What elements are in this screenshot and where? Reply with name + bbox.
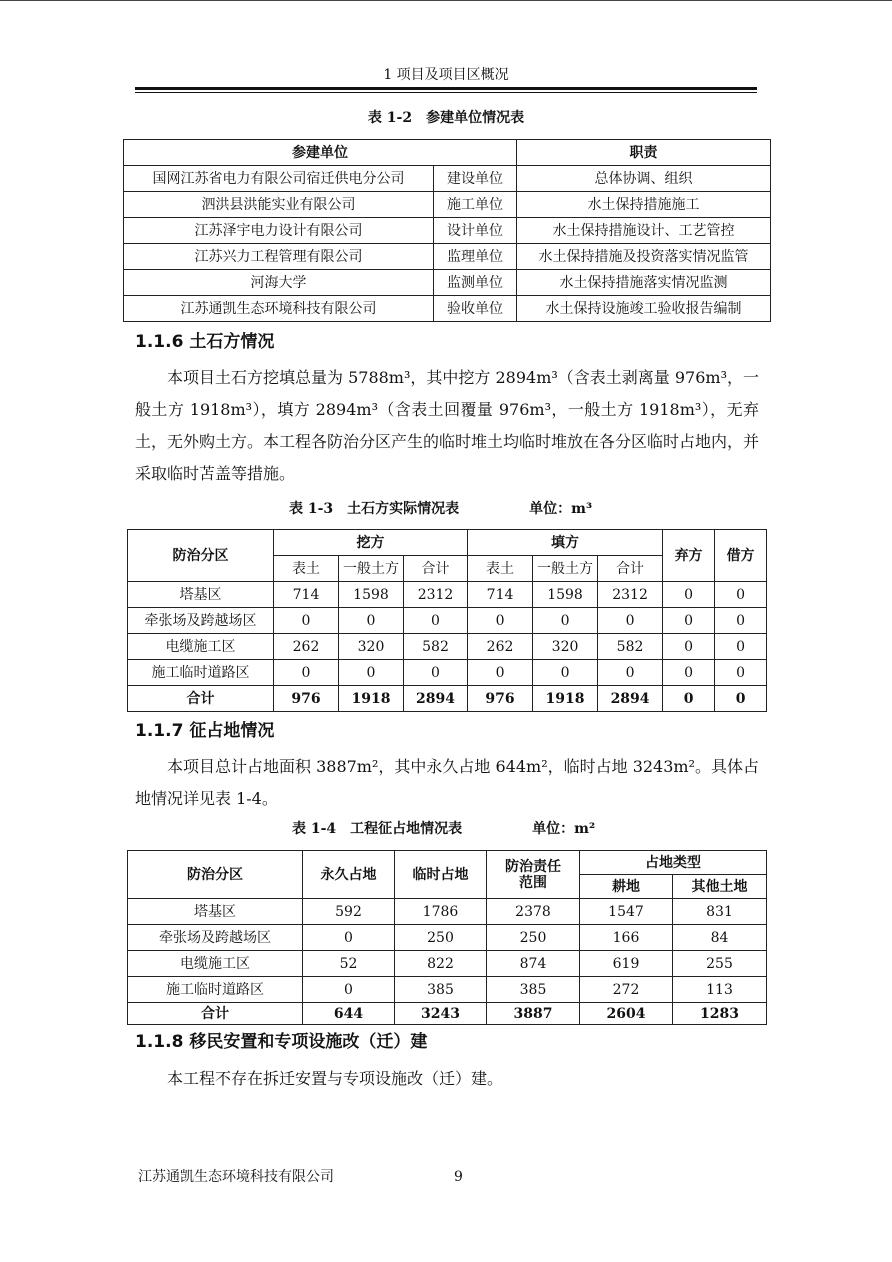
cell: 0 (663, 686, 715, 712)
table-1-4 (127, 850, 767, 1025)
cell: 电缆施工区 (128, 634, 274, 660)
table-1-3 (127, 529, 767, 712)
cell: 塔基区 (128, 899, 303, 925)
paragraph-text: 本工程不存在拆迁安置与专项设施改（迁）建。 (167, 1069, 504, 1088)
cell: 合计 (128, 1003, 303, 1025)
cell: 施工临时道路区 (128, 977, 303, 1003)
cell: 592 (303, 899, 395, 925)
section-paragraph (135, 362, 759, 490)
cell: 2312 (404, 582, 468, 608)
page-number: 9 (454, 1169, 463, 1185)
table-row (128, 634, 767, 660)
table-header-row (128, 851, 767, 875)
header-cell: 临时占地 (395, 851, 487, 899)
cell: 385 (395, 977, 487, 1003)
duty-cell: 水土保持措施落实情况监测 (517, 270, 771, 296)
cell: 262 (274, 634, 339, 660)
cell: 385 (487, 977, 580, 1003)
table-row (128, 977, 767, 1003)
section-heading-1-1-8: 1.1.8 移民安置和专项设施改（迁）建 (135, 1032, 428, 1052)
cell: 牵张场及跨越场区 (128, 925, 303, 951)
cell: 262 (468, 634, 533, 660)
cell: 874 (487, 951, 580, 977)
cell: 714 (468, 582, 533, 608)
caption-unit: 单位：m³ (529, 501, 593, 517)
subheader-cell: 合计 (404, 556, 468, 582)
unit-name-cell: 国网江苏省电力有限公司宿迁供电分公司 (124, 166, 434, 192)
table-row (124, 166, 771, 192)
subheader-cell: 其他土地 (673, 875, 767, 899)
table-row (128, 899, 767, 925)
unit-role-cell: 监测单位 (434, 270, 517, 296)
cell: 1786 (395, 899, 487, 925)
cell: 0 (274, 608, 339, 634)
unit-name-cell: 江苏兴力工程管理有限公司 (124, 244, 434, 270)
cell: 0 (339, 608, 404, 634)
duty-cell: 水土保持措施施工 (517, 192, 771, 218)
cell: 255 (673, 951, 767, 977)
cell: 3887 (487, 1003, 580, 1025)
header-cell: 弃方 (663, 530, 715, 582)
cell: 644 (303, 1003, 395, 1025)
section-heading-1-1-6: 1.1.6 土石方情况 (135, 332, 275, 352)
cell: 0 (274, 660, 339, 686)
duty-cell: 水土保持措施设计、工艺管控 (517, 218, 771, 244)
cell: 250 (395, 925, 487, 951)
unit-role-cell: 验收单位 (434, 296, 517, 322)
cell: 0 (663, 582, 715, 608)
section-paragraph (135, 751, 759, 815)
cell: 2312 (598, 582, 663, 608)
table-header-row (128, 530, 767, 556)
header-cell: 职责 (517, 140, 771, 166)
cell: 2378 (487, 899, 580, 925)
header-cell (487, 851, 580, 899)
header-cell: 占地类型 (580, 851, 767, 875)
caption-title: 表 1-3 土石方实际情况表 (289, 501, 460, 517)
cell: 166 (580, 925, 673, 951)
cell: 2894 (598, 686, 663, 712)
cell: 0 (663, 608, 715, 634)
subheader-cell: 表土 (468, 556, 533, 582)
cell: 976 (468, 686, 533, 712)
cell: 582 (598, 634, 663, 660)
table-row (128, 660, 767, 686)
caption-unit: 单位：m² (532, 821, 596, 837)
table-row (128, 582, 767, 608)
table-row (124, 192, 771, 218)
header-cell: 借方 (715, 530, 767, 582)
header-line: 防治责任 (505, 858, 561, 875)
cell: 272 (580, 977, 673, 1003)
header-cell: 挖方 (274, 530, 468, 556)
subheader-cell: 耕地 (580, 875, 673, 899)
table-1-2 (123, 139, 771, 322)
unit-name-cell: 泗洪县洪能实业有限公司 (124, 192, 434, 218)
cell: 0 (663, 634, 715, 660)
running-header: 1 项目及项目区概况 (383, 67, 509, 83)
cell: 2604 (580, 1003, 673, 1025)
cell: 0 (303, 925, 395, 951)
header-rule-thick (135, 87, 757, 90)
cell: 1598 (533, 582, 598, 608)
cell: 1598 (339, 582, 404, 608)
table-row (124, 244, 771, 270)
cell: 3243 (395, 1003, 487, 1025)
cell: 0 (404, 660, 468, 686)
unit-role-cell: 建设单位 (434, 166, 517, 192)
paragraph-text: 本项目总计占地面积 3887m²，其中永久占地 644m²，临时占地 3243m²。具体占地情况详见表 1-4。 (135, 757, 759, 808)
unit-role-cell: 监理单位 (434, 244, 517, 270)
subheader-cell: 表土 (274, 556, 339, 582)
header-line: 范围 (519, 874, 547, 891)
header-cell: 参建单位 (124, 140, 517, 166)
table-total-row (128, 686, 767, 712)
caption-title: 表 1-4 工程征占地情况表 (292, 821, 463, 837)
table-total-row (128, 1003, 767, 1025)
duty-cell: 总体协调、组织 (517, 166, 771, 192)
unit-name-cell: 江苏通凯生态环境科技有限公司 (124, 296, 434, 322)
subheader-cell: 一般土方 (339, 556, 404, 582)
duty-cell: 水土保持措施及投资落实情况监管 (517, 244, 771, 270)
cell: 0 (303, 977, 395, 1003)
table-1-2-caption: 表 1-2 参建单位情况表 (367, 110, 525, 126)
paragraph-text: 本项目土石方挖填总量为 5788m³，其中挖方 2894m³（含表土剥离量 976m³，一般土方 1918m³），填方 2894m³（含表土回覆量 976m³，一般土方 1918m³），无弃土，无外购土方。本工程各防治分区产生的临时堆土均临时堆放在各分区临时占地内，并采取临时苫盖等措施。 (135, 368, 760, 483)
cell: 831 (673, 899, 767, 925)
cell: 320 (533, 634, 598, 660)
cell: 电缆施工区 (128, 951, 303, 977)
table-row (128, 608, 767, 634)
table-row (124, 296, 771, 322)
table-row (128, 951, 767, 977)
header-rule-thin (135, 92, 757, 93)
cell: 1918 (339, 686, 404, 712)
page-top-border (0, 0, 892, 1)
cell: 0 (339, 660, 404, 686)
table-row (124, 218, 771, 244)
cell: 0 (715, 608, 767, 634)
cell: 0 (715, 660, 767, 686)
cell: 牵张场及跨越场区 (128, 608, 274, 634)
cell: 1283 (673, 1003, 767, 1025)
unit-name-cell: 江苏泽宇电力设计有限公司 (124, 218, 434, 244)
table-1-3-caption (289, 500, 592, 518)
cell: 0 (404, 608, 468, 634)
unit-role-cell: 施工单位 (434, 192, 517, 218)
footer-company: 江苏通凯生态环境科技有限公司 (138, 1169, 334, 1185)
cell: 714 (274, 582, 339, 608)
table-1-4-caption (292, 820, 595, 838)
cell: 84 (673, 925, 767, 951)
cell: 619 (580, 951, 673, 977)
table-row (124, 270, 771, 296)
header-cell: 永久占地 (303, 851, 395, 899)
cell: 822 (395, 951, 487, 977)
cell: 976 (274, 686, 339, 712)
header-cell: 填方 (468, 530, 663, 556)
cell: 0 (663, 660, 715, 686)
cell: 250 (487, 925, 580, 951)
cell: 0 (598, 608, 663, 634)
subheader-cell: 一般土方 (533, 556, 598, 582)
cell: 1547 (580, 899, 673, 925)
cell: 塔基区 (128, 582, 274, 608)
header-cell: 防治分区 (128, 530, 274, 582)
section-heading-1-1-7: 1.1.7 征占地情况 (135, 721, 275, 741)
cell: 52 (303, 951, 395, 977)
cell: 582 (404, 634, 468, 660)
table-row (128, 925, 767, 951)
cell: 320 (339, 634, 404, 660)
cell: 113 (673, 977, 767, 1003)
subheader-cell: 合计 (598, 556, 663, 582)
cell: 0 (468, 660, 533, 686)
header-cell: 防治分区 (128, 851, 303, 899)
table-header-row (124, 140, 771, 166)
cell: 0 (598, 660, 663, 686)
unit-role-cell: 设计单位 (434, 218, 517, 244)
cell: 0 (715, 582, 767, 608)
cell: 2894 (404, 686, 468, 712)
cell: 施工临时道路区 (128, 660, 274, 686)
duty-cell: 水土保持设施竣工验收报告编制 (517, 296, 771, 322)
unit-name-cell: 河海大学 (124, 270, 434, 296)
cell: 0 (468, 608, 533, 634)
cell: 0 (533, 608, 598, 634)
cell: 0 (533, 660, 598, 686)
section-paragraph (135, 1063, 759, 1095)
cell: 1918 (533, 686, 598, 712)
cell: 0 (715, 634, 767, 660)
cell: 0 (715, 686, 767, 712)
cell: 合计 (128, 686, 274, 712)
